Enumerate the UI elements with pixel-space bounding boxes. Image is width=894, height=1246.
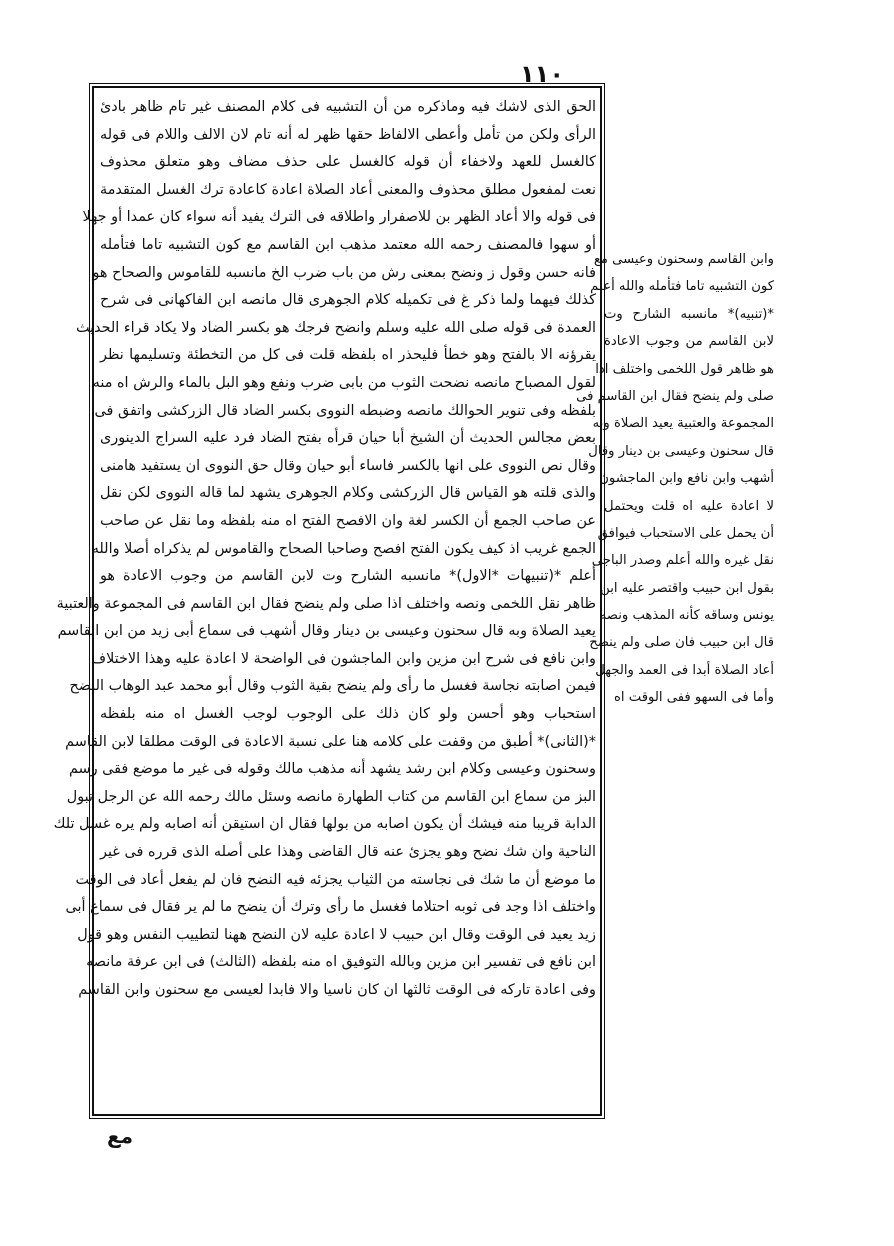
main-text-line: لقول المصباح مانصه نضحت الثوب من بابى ضرب ونفع وهو البل بالماء والرش اه منه — [92, 374, 596, 391]
main-text-line: عن صاحب الجمع أن الكسر لغة وان الافصح الفتح اه منه بلفظه وما نقل عن صاحب — [100, 512, 596, 529]
main-text-line: وابن نافع فى شرح ابن مزين وابن الماجشون فى الواضحة لا اعادة عليه وهذا الاختلاف — [91, 650, 596, 667]
main-text-line: البز من سماع ابن القاسم من كتاب الطهارة مانصه وسئل مالك رحمه الله عن الرجل تبول — [66, 788, 596, 805]
main-text-line: الجمع غريب اذ كيف يكون الفتح افصح وصاحبا الصحاح والقاموس لم يذكراه أصلا والله — [91, 540, 596, 557]
main-text-line: أو سهوا فالمصنف رحمه الله معتمد مذهب ابن القاسم مع كون التشبيه تاما فتأمله — [100, 236, 596, 253]
main-text-line: الدابة قريبا منه فيشك أن يكون اصابه من بولها فقال ان استيقن أنه اصابه ولم يره غسل تلك — [53, 816, 596, 833]
main-text-line: الحق الذى لاشك فيه وماذكره من أن التشبيه فى كلام المصنف غير تام ظاهر بادئ — [100, 99, 596, 115]
main-text-block — [53, 94, 596, 1005]
main-text-line: بلفظه وفى تنوير الحوالك مانصه وضبطه النووى بكسر الضاد قال الزركشى واتفق فى — [94, 402, 596, 419]
margin-text-line: أشهب وابن نافع وابن الماجشون — [599, 471, 774, 487]
main-text-line: فانه حسن وقول ز ونضح بمعنى رش من باب ضرب الخ مانسبه للقاموس والصحاح هو — [92, 264, 596, 281]
main-text-line: زيد يعيد فى الوقت وقال ابن حبيب لا اعادة عليه لان النضح ههنا لتطييب النفس وهو قول — [77, 926, 596, 943]
main-text-line: واختلف اذا وجد فى ثوبه احتلاما فغسل ما رأى وترك أن ينضح ما لم ير فقال فى سماع أبى — [65, 899, 596, 916]
margin-text-line: يونس وساقه كأنه المذهب ونصه — [599, 608, 774, 624]
margin-text-line: قال ابن حبيب فان صلى ولم ينضح — [589, 635, 774, 651]
main-text-line: *(الثانى)* أطبق من وقفت على كلامه هنا على نسبة الاعادة فى الوقت مطلقا لابن القاسم — [65, 733, 596, 750]
main-text-line: الرأى ولكن من تأمل وأعطى الالفاظ حقها ظهر له أنه تام لان الالف واللام فى قوله — [100, 126, 596, 143]
margin-text-line: أن يحمل على الاستحباب فيوافق — [597, 525, 774, 541]
main-text-line: كالغسل للعهد ولاخفاء أن قوله كالغسل على حذف مضاف وهو متعلق محذوف — [100, 154, 596, 171]
margin-text-line: أعاد الصلاة أبدا فى العمد والجهل — [595, 662, 774, 678]
main-text-line: ظاهر نقل اللخمى ونصه واختلف اذا صلى ولم ينضح فقال ابن القاسم فى المجموعة والعتبية — [56, 595, 596, 612]
main-text-line: كذلك فيهما ولما ذكر غ فى تكميله كلام الجوهرى قال مانصه ابن الفاكهانى فى شرح — [100, 292, 596, 309]
main-text-line: يقرؤنه الا بالفتح وهو خطأ فليحذر اه بلفظه قلت فى كل من التخطئة وتسليمها نظر — [100, 347, 596, 364]
margin-text-line: لا اعادة عليه اه قلت ويحتمل — [604, 498, 774, 514]
main-text-line: الناحية وان شك نضح وهو يجزئ عنه قال القاضى وهذا على أصله الذى قرره فى غير — [100, 844, 596, 861]
main-text-line: فى قوله والا أعاد الظهر بن للاصفرار واطلاقه فى الترك يفيد أنه سواء كان عمدا أو جهلا — [82, 209, 596, 226]
margin-text-line: هو ظاهر قول اللخمى واختلف اذا — [595, 361, 774, 377]
margin-text-line: وابن القاسم وسحنون وعيسى مع — [593, 252, 774, 267]
main-text-line: فيمن اصابته نجاسة فغسل ما رأى ولم ينضح بقية الثوب وقال أبو محمد عبد الوهاب النضح — [69, 678, 596, 695]
main-text-line: نعت لمفعول مطلق محذوف والمعنى أعاد الصلاة اعادة كاعادة ترك الغسل المتقدمة — [100, 181, 596, 198]
margin-text-line: لابن القاسم من وجوب الاعادة — [604, 334, 774, 350]
margin-text-line: وأما فى السهو ففى الوقت اه — [614, 690, 774, 706]
main-text-line: وقال نص النووى على انها بالكسر فاساء أبو حيان وقال حق النووى ان يستفيد هامنى — [100, 457, 596, 474]
main-text-line: وسحنون وعيسى وكلام ابن رشد يشهد أنه مذهب مالك وقوله فى غير ما موضع فقى رسم — [68, 761, 596, 778]
catchword: مع — [106, 1124, 134, 1148]
page-number: ١١٠ — [520, 60, 564, 88]
main-text-line: وفى اعادة تاركه فى الوقت ثالثها ان كان ناسيا والا فابدا لعيسى مع سحنون وابن القاسم — [78, 982, 596, 998]
margin-text-line: المجموعة والعتبية يعيد الصلاة وبه — [592, 416, 774, 432]
margin-text-line: صلى ولم ينضح فقال ابن القاسم فى — [576, 388, 774, 404]
main-text-line: ما موضع أن ما شك فى نجاسته من الثياب يجزئه فيه النضح فان لم يفعل أعاد فى الوقت — [75, 871, 596, 888]
main-text-line: ابن نافع فى تفسير ابن مزين وبالله التوفيق اه منه بلفظه (الثالث) فى ابن عرفة مانصه — [86, 954, 596, 971]
main-text-line: العمدة فى قوله صلى الله عليه وسلم وانضح فرجك هو بكسر الضاد ولا يكاد قراء الحديث — [75, 319, 596, 336]
margin-commentary — [576, 246, 774, 712]
main-text-line: يعيد الصلاة وبه قال سحنون وعيسى بن دينار وقال أشهب فى سماع أبى زيد من ابن القاسم — [57, 623, 596, 640]
margin-text-line: قال سحنون وعيسى بن دينار وقال — [588, 443, 774, 459]
main-text-line: استحباب وهو أحسن ولو كان ذلك على الوجوب لوجب الغسل اه منه بلفظه — [100, 706, 596, 723]
margin-text-line: نقل غيره والله أعلم وصدر الباجى — [591, 553, 774, 569]
main-text-line: بعض مجالس الحديث أن الشيخ أبا حيان قرأه بفتح الضاد فرد عليه السراج الدينورى — [100, 430, 596, 447]
margin-text-line: *(تنبيه)* مانسبه الشارح وت — [604, 306, 774, 322]
main-text-line: أعلم *(تنبيهات *الاول)* مانسبه الشارح وت لابن القاسم من وجوب الاعادة هو — [100, 568, 596, 585]
margin-text-line: كون التشبيه تاما فتأمله والله أعلم — [590, 279, 774, 295]
main-text-line: والذى قلته هو القياس قال الزركشى وكلام الجوهرى يشهد لما قاله النووى لكن نقل — [100, 485, 596, 502]
margin-text-line: بقول ابن حبيب واقتصر عليه ابن — [600, 580, 774, 596]
